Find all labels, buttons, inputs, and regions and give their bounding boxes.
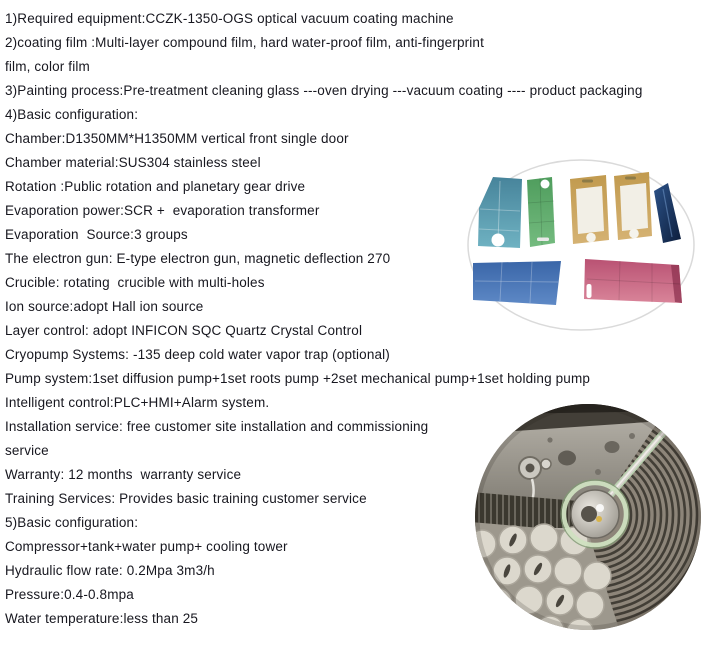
glass-panels-photo bbox=[460, 145, 702, 337]
spec-line: film, color film bbox=[5, 59, 90, 74]
glass-panel-green bbox=[527, 177, 555, 247]
glass-panel-teal bbox=[478, 177, 522, 248]
spec-line: Water temperature:less than 25 bbox=[5, 611, 199, 626]
spec-line: The electron gun: E-type electron gun, magnetic deflection 270 bbox=[5, 251, 391, 266]
spec-line: 1)Required equipment:CCZK-1350-OGS optical vacuum coating machine bbox=[5, 11, 454, 26]
machine-illustration bbox=[470, 402, 704, 638]
spec-line: Evaporation Source:3 groups bbox=[5, 227, 188, 242]
glass-panel-pink bbox=[584, 259, 682, 303]
spec-line: Chamber material:SUS304 stainless steel bbox=[5, 155, 261, 170]
spec-line: Intelligent control:PLC+HMI+Alarm system. bbox=[5, 395, 270, 410]
spec-line: 4)Basic configuration: bbox=[5, 107, 139, 122]
spec-line: Warranty: 12 months warranty service bbox=[5, 467, 242, 482]
spec-line: Compressor+tank+water pump+ cooling tower bbox=[5, 539, 288, 554]
spec-line: Rotation :Public rotation and planetary gear drive bbox=[5, 179, 306, 194]
spec-line: Layer control: adopt INFICON SQC Quartz Crystal Control bbox=[5, 323, 363, 338]
spec-line: service bbox=[5, 443, 49, 458]
spec-line: Cryopump Systems: -135 deep cold water vapor trap (optional) bbox=[5, 347, 390, 362]
spec-line: Pressure:0.4-0.8mpa bbox=[5, 587, 134, 602]
spec-line: 3)Painting process:Pre-treatment cleaning glass ---oven drying ---vacuum coating ---- product packaging bbox=[5, 83, 643, 98]
spec-line: Pump system:1set diffusion pump+1set roots pump +2set mechanical pump+1set holding pump bbox=[5, 371, 590, 386]
spec-line: Training Services: Provides basic training customer service bbox=[5, 491, 367, 506]
spec-line: Hydraulic flow rate: 0.2Mpa 3m3/h bbox=[5, 563, 215, 578]
spec-line: 5)Basic configuration: bbox=[5, 515, 139, 530]
glass-panel-gold-1 bbox=[570, 175, 609, 244]
spec-line: Chamber:D1350MM*H1350MM vertical front single door bbox=[5, 131, 349, 146]
spec-line: Ion source:adopt Hall ion source bbox=[5, 299, 204, 314]
machine-photo bbox=[470, 402, 704, 638]
spec-line: Crucible: rotating crucible with multi-holes bbox=[5, 275, 265, 290]
glass-panel-gold-2 bbox=[614, 172, 652, 240]
center-hub bbox=[561, 480, 629, 548]
spec-line: Installation service: free customer site installation and commissioning bbox=[5, 419, 429, 434]
spec-line: Evaporation power:SCR + evaporation transformer bbox=[5, 203, 320, 218]
spec-line: 2)coating film :Multi-layer compound film, hard water-proof film, anti-fingerprint bbox=[5, 35, 484, 50]
glass-panel-blue bbox=[473, 261, 561, 305]
glass-panels-illustration bbox=[460, 145, 702, 337]
